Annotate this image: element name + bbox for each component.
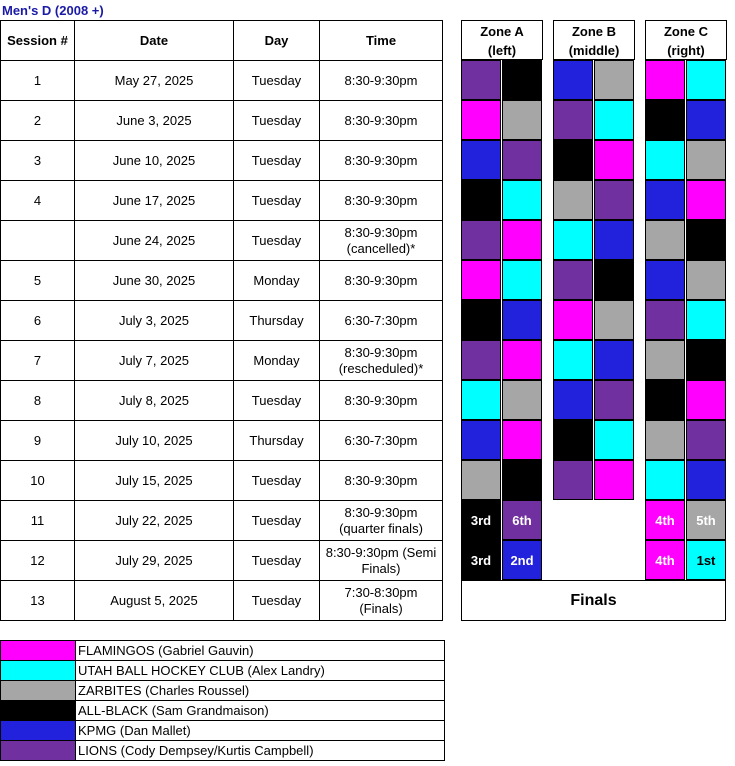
team-color-cell — [502, 420, 542, 460]
team-color-cell — [645, 100, 685, 140]
zone-header — [461, 20, 543, 60]
session-time-line: (rescheduled)* — [338, 360, 424, 376]
team-color-cell — [553, 180, 593, 220]
session-day: Tuesday — [234, 221, 320, 261]
session-time-line: (cancelled)* — [346, 240, 416, 256]
session-number — [1, 221, 75, 261]
session-time — [320, 421, 443, 461]
session-number: 8 — [1, 381, 75, 421]
schedule-row — [1, 101, 443, 141]
team-color-cell — [461, 60, 501, 100]
team-color-cell — [686, 420, 726, 460]
session-day: Tuesday — [234, 101, 320, 141]
schedule-row — [1, 261, 443, 301]
session-time — [320, 261, 443, 301]
zone-position: (middle) — [568, 43, 620, 58]
session-day: Tuesday — [234, 501, 320, 541]
team-color-cell — [502, 340, 542, 380]
session-day: Tuesday — [234, 461, 320, 501]
session-number: 12 — [1, 541, 75, 581]
team-color-cell — [594, 140, 634, 180]
team-color-cell — [594, 60, 634, 100]
session-number: 6 — [1, 301, 75, 341]
schedule-row — [1, 341, 443, 381]
legend-row — [1, 701, 445, 721]
session-time — [320, 221, 443, 261]
team-color-cell — [645, 60, 685, 100]
header-day: Day — [234, 21, 320, 61]
schedule-row — [1, 181, 443, 221]
session-day: Tuesday — [234, 581, 320, 621]
seed-cell: 4th — [645, 540, 685, 580]
session-time-line: 8:30-9:30pm — [344, 152, 418, 168]
team-color-cell — [594, 100, 634, 140]
team-color-cell — [553, 220, 593, 260]
session-day: Tuesday — [234, 381, 320, 421]
team-color-cell — [594, 300, 634, 340]
zone-header — [645, 20, 727, 60]
schedule-row — [1, 141, 443, 181]
session-date: July 10, 2025 — [75, 421, 234, 461]
zone-name: Zone A — [480, 24, 524, 39]
zone-position: (left) — [487, 43, 517, 58]
session-date: July 29, 2025 — [75, 541, 234, 581]
team-color-cell — [686, 180, 726, 220]
session-time-line: 8:30-9:30pm — [344, 224, 418, 240]
team-color-cell — [594, 380, 634, 420]
seed-cell: 3rd — [461, 500, 501, 540]
team-color-cell — [461, 180, 501, 220]
team-color-cell — [461, 340, 501, 380]
team-color-cell — [645, 340, 685, 380]
legend-swatch — [1, 661, 76, 681]
legend-team-name: UTAH BALL HOCKEY CLUB (Alex Landry) — [76, 661, 445, 681]
session-number: 10 — [1, 461, 75, 501]
session-time — [320, 101, 443, 141]
header-date: Date — [75, 21, 234, 61]
team-color-cell — [553, 100, 593, 140]
session-day: Tuesday — [234, 61, 320, 101]
team-color-cell — [553, 380, 593, 420]
legend-row — [1, 641, 445, 661]
session-time-line: 8:30-9:30pm — [344, 504, 418, 520]
session-time — [320, 61, 443, 101]
finals-box: Finals — [461, 580, 726, 621]
legend-row — [1, 661, 445, 681]
session-time — [320, 461, 443, 501]
team-color-cell — [645, 180, 685, 220]
team-color-cell — [686, 100, 726, 140]
team-color-cell — [461, 220, 501, 260]
session-time — [320, 541, 443, 581]
team-color-cell — [502, 380, 542, 420]
team-color-cell — [645, 380, 685, 420]
session-date: June 30, 2025 — [75, 261, 234, 301]
session-number: 7 — [1, 341, 75, 381]
team-color-cell — [686, 260, 726, 300]
legend-swatch — [1, 741, 76, 761]
legend-table — [0, 640, 445, 761]
session-time-line: 8:30-9:30pm — [344, 272, 418, 288]
team-color-cell — [502, 60, 542, 100]
session-time — [320, 501, 443, 541]
seed-cell: 5th — [686, 500, 726, 540]
schedule-row — [1, 541, 443, 581]
team-color-cell — [461, 420, 501, 460]
team-color-cell — [645, 460, 685, 500]
session-time-line: (Finals) — [359, 600, 403, 616]
session-day: Thursday — [234, 421, 320, 461]
schedule-table — [0, 20, 443, 621]
session-date: July 8, 2025 — [75, 381, 234, 421]
seed-cell: 4th — [645, 500, 685, 540]
team-color-cell — [553, 260, 593, 300]
legend-team-name: FLAMINGOS (Gabriel Gauvin) — [76, 641, 445, 661]
team-color-cell — [553, 340, 593, 380]
team-color-cell — [645, 300, 685, 340]
session-time-line: 8:30-9:30pm (Semi — [325, 544, 437, 560]
session-number: 13 — [1, 581, 75, 621]
schedule-row — [1, 501, 443, 541]
session-time-line: 8:30-9:30pm — [344, 192, 418, 208]
team-color-cell — [594, 420, 634, 460]
session-date: June 10, 2025 — [75, 141, 234, 181]
team-color-cell — [686, 140, 726, 180]
header-session: Session # — [1, 21, 75, 61]
team-color-cell — [645, 140, 685, 180]
legend-row — [1, 681, 445, 701]
team-color-cell — [686, 380, 726, 420]
team-color-cell — [502, 180, 542, 220]
session-day: Thursday — [234, 301, 320, 341]
team-color-cell — [461, 460, 501, 500]
schedule-row — [1, 221, 443, 261]
team-color-cell — [686, 60, 726, 100]
zone-name: Zone C — [663, 24, 709, 39]
session-day: Monday — [234, 261, 320, 301]
schedule-header-row — [1, 21, 443, 61]
schedule-row — [1, 461, 443, 501]
session-number: 5 — [1, 261, 75, 301]
legend-swatch — [1, 641, 76, 661]
zone-grid — [461, 20, 726, 621]
session-time — [320, 381, 443, 421]
seed-cell: 1st — [686, 540, 726, 580]
team-color-cell — [594, 260, 634, 300]
session-day: Tuesday — [234, 181, 320, 221]
session-number: 2 — [1, 101, 75, 141]
schedule-row — [1, 381, 443, 421]
team-color-cell — [461, 380, 501, 420]
schedule-row — [1, 581, 443, 621]
session-time-line: Finals) — [361, 560, 401, 576]
page-title: Men's D (2008 +) — [2, 3, 104, 18]
session-date: June 17, 2025 — [75, 181, 234, 221]
schedule-row — [1, 301, 443, 341]
session-time-line: 6:30-7:30pm — [344, 432, 418, 448]
team-color-cell — [645, 220, 685, 260]
legend-swatch — [1, 721, 76, 741]
team-color-cell — [502, 220, 542, 260]
team-color-cell — [553, 140, 593, 180]
session-time-line: 8:30-9:30pm — [344, 472, 418, 488]
session-number: 3 — [1, 141, 75, 181]
session-date: July 22, 2025 — [75, 501, 234, 541]
team-color-cell — [553, 420, 593, 460]
legend-swatch — [1, 701, 76, 721]
legend-swatch — [1, 681, 76, 701]
team-color-cell — [645, 260, 685, 300]
session-time-line: 8:30-9:30pm — [344, 72, 418, 88]
session-time — [320, 341, 443, 381]
team-color-cell — [686, 300, 726, 340]
team-color-cell — [502, 140, 542, 180]
team-color-cell — [502, 300, 542, 340]
team-color-cell — [594, 460, 634, 500]
seed-cell: 3rd — [461, 540, 501, 580]
seed-cell: 6th — [502, 500, 542, 540]
team-color-cell — [502, 260, 542, 300]
session-date: August 5, 2025 — [75, 581, 234, 621]
header-time: Time — [320, 21, 443, 61]
session-time-line: (quarter finals) — [339, 520, 423, 536]
session-number: 11 — [1, 501, 75, 541]
team-color-cell — [553, 460, 593, 500]
legend-team-name: ALL-BLACK (Sam Grandmaison) — [76, 701, 445, 721]
session-time-line: 7:30-8:30pm — [344, 584, 418, 600]
session-time-line: 8:30-9:30pm — [344, 344, 418, 360]
zone-position: (right) — [667, 43, 705, 58]
team-color-cell — [502, 100, 542, 140]
seed-cell: 2nd — [502, 540, 542, 580]
session-time — [320, 181, 443, 221]
schedule-row — [1, 421, 443, 461]
team-color-cell — [645, 420, 685, 460]
session-time — [320, 141, 443, 181]
legend-row — [1, 721, 445, 741]
legend-team-name: ZARBITES (Charles Roussel) — [76, 681, 445, 701]
zone-header — [553, 20, 635, 60]
team-color-cell — [594, 340, 634, 380]
team-color-cell — [686, 340, 726, 380]
team-color-cell — [461, 260, 501, 300]
zone-name: Zone B — [571, 24, 617, 39]
session-number: 4 — [1, 181, 75, 221]
session-number: 9 — [1, 421, 75, 461]
session-date: July 7, 2025 — [75, 341, 234, 381]
team-color-cell — [594, 180, 634, 220]
session-date: June 3, 2025 — [75, 101, 234, 141]
team-color-cell — [553, 300, 593, 340]
session-day: Tuesday — [234, 141, 320, 181]
session-time-line: 6:30-7:30pm — [344, 312, 418, 328]
session-date: July 15, 2025 — [75, 461, 234, 501]
team-color-cell — [461, 140, 501, 180]
team-color-cell — [461, 300, 501, 340]
team-color-cell — [553, 60, 593, 100]
team-color-cell — [594, 220, 634, 260]
session-time-line: 8:30-9:30pm — [344, 392, 418, 408]
session-time-line: 8:30-9:30pm — [344, 112, 418, 128]
legend-team-name: LIONS (Cody Dempsey/Kurtis Campbell) — [76, 741, 445, 761]
session-time — [320, 301, 443, 341]
session-date: June 24, 2025 — [75, 221, 234, 261]
team-color-cell — [686, 460, 726, 500]
legend-row — [1, 741, 445, 761]
team-color-cell — [686, 220, 726, 260]
session-date: July 3, 2025 — [75, 301, 234, 341]
session-day: Monday — [234, 341, 320, 381]
legend-team-name: KPMG (Dan Mallet) — [76, 721, 445, 741]
team-color-cell — [461, 100, 501, 140]
session-time — [320, 581, 443, 621]
session-date: May 27, 2025 — [75, 61, 234, 101]
session-number: 1 — [1, 61, 75, 101]
team-color-cell — [502, 460, 542, 500]
session-day: Tuesday — [234, 541, 320, 581]
schedule-row — [1, 61, 443, 101]
